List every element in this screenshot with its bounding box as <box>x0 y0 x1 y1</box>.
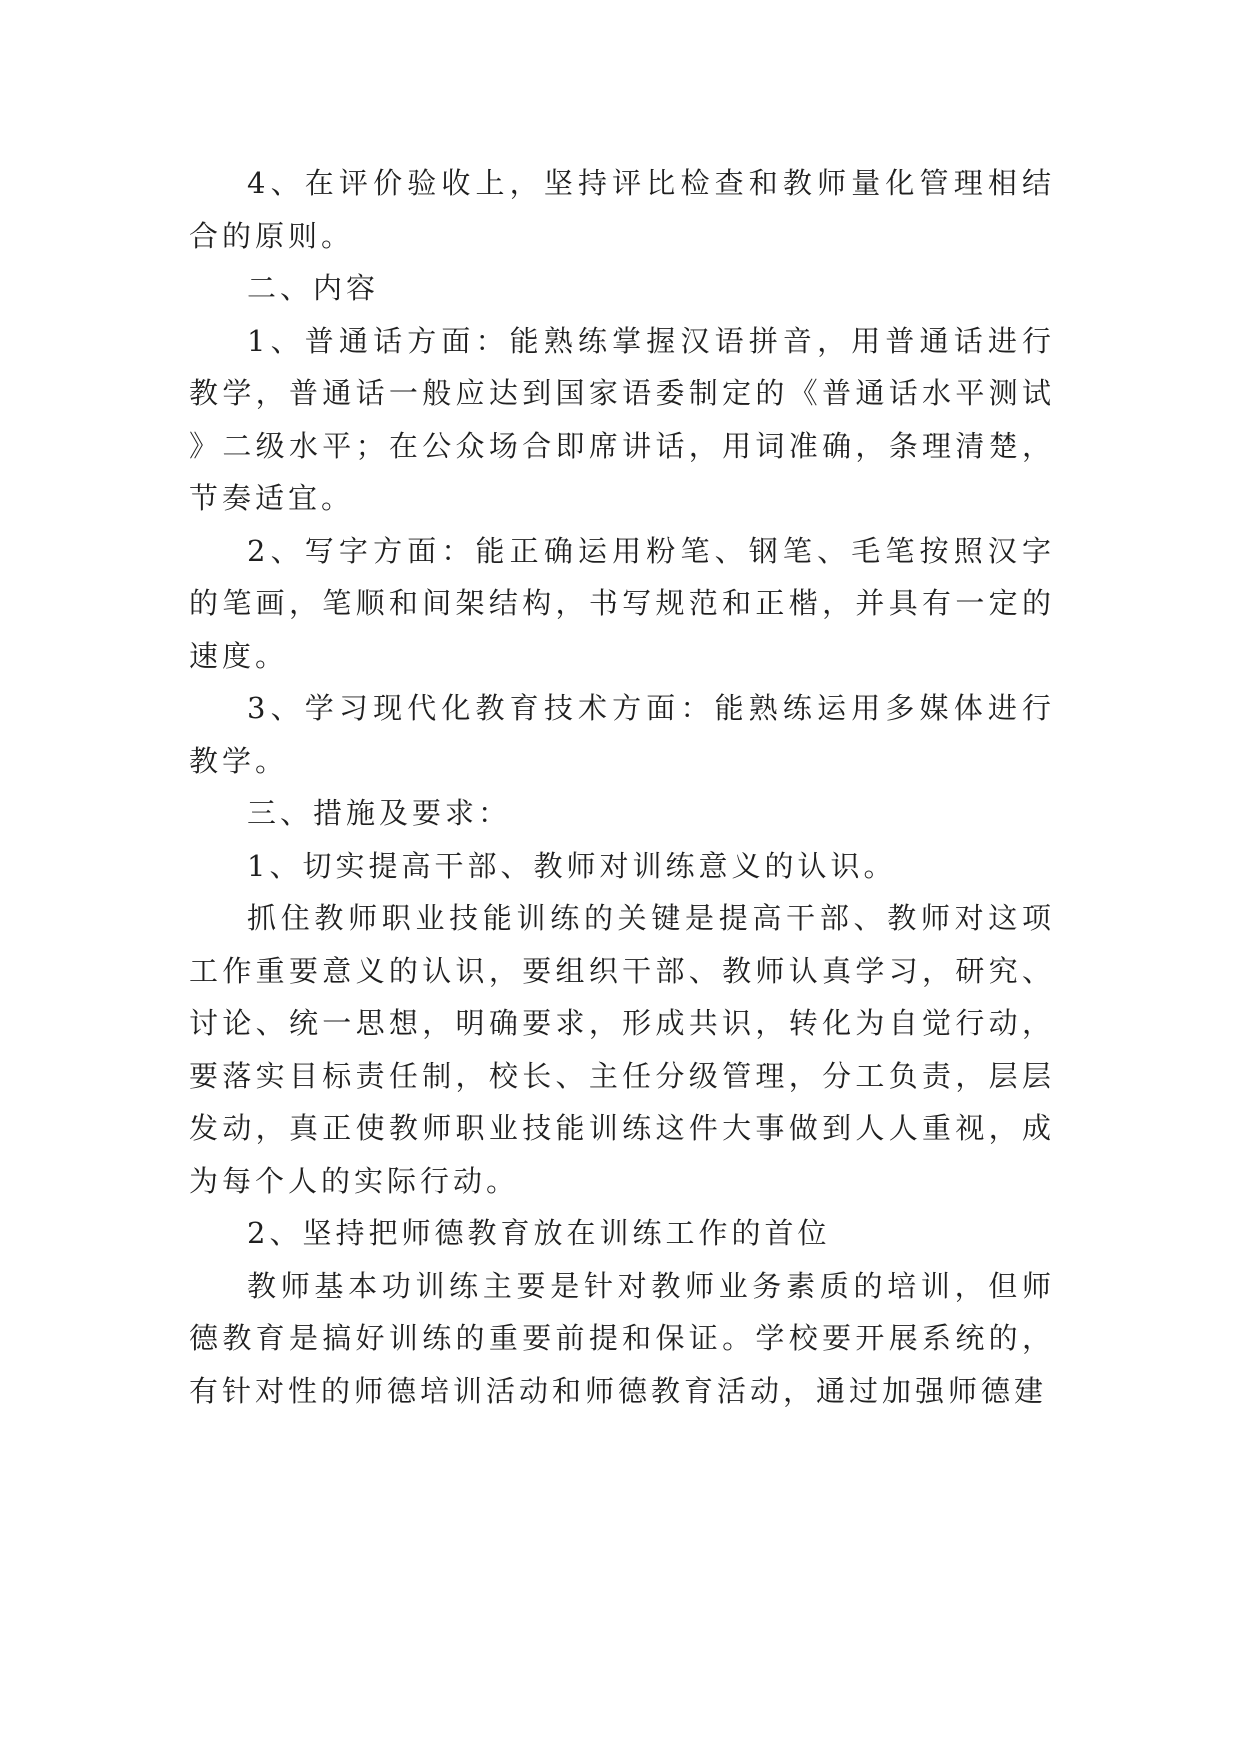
paragraph-measure-2-body: 教师基本功训练主要是针对教师业务素质的培训，但师德教育是搞好训练的重要前提和保证。学校要开展系统的，有针对性的师德培训活动和师德教育活动，通过加强师德建 <box>189 1268 1055 1408</box>
heading-content: 二、内容 <box>247 271 380 305</box>
paragraph-writing: 2、写字方面：能正确运用粉笔、钢笔、毛笔按照汉字的笔画，笔顺和间架结构，书写规范和正楷，并具有一定的速度。 <box>189 533 1055 673</box>
paragraph-measure-1-title: 1、切实提高干部、教师对训练意义的认识。 <box>247 848 897 883</box>
heading-measures: 三、措施及要求： <box>247 796 512 830</box>
paragraph-mandarin: 1、普通话方面：能熟练掌握汉语拼音，用普通话进行教学，普通话一般应达到国家语委制定的《普通话水平测试》二级水平；在公众场合即席讲话，用词准确，条理清楚，节奏适宜。 <box>189 323 1055 515</box>
paragraph-evaluation-principle: 4、在评价验收上，坚持评比检查和教师量化管理相结合的原则。 <box>189 166 1055 253</box>
document-body <box>189 157 1055 1417</box>
paragraph-measure-1-body: 抓住教师职业技能训练的关键是提高干部、教师对这项工作重要意义的认识，要组织干部、教师认真学习，研究、讨论、统一思想，明确要求，形成共识，转化为自觉行动，要落实目标责任制，校长、主任分级管理，分工负责，层层发动，真正使教师职业技能训练这件大事做到人人重视，成为每个人的实际行动。 <box>189 901 1055 1198</box>
paragraph-measure-2-title: 2、坚持把师德教育放在训练工作的首位 <box>247 1216 831 1250</box>
paragraph-modern-technology: 3、学习现代化教育技术方面：能熟练运用多媒体进行教学。 <box>189 691 1055 778</box>
